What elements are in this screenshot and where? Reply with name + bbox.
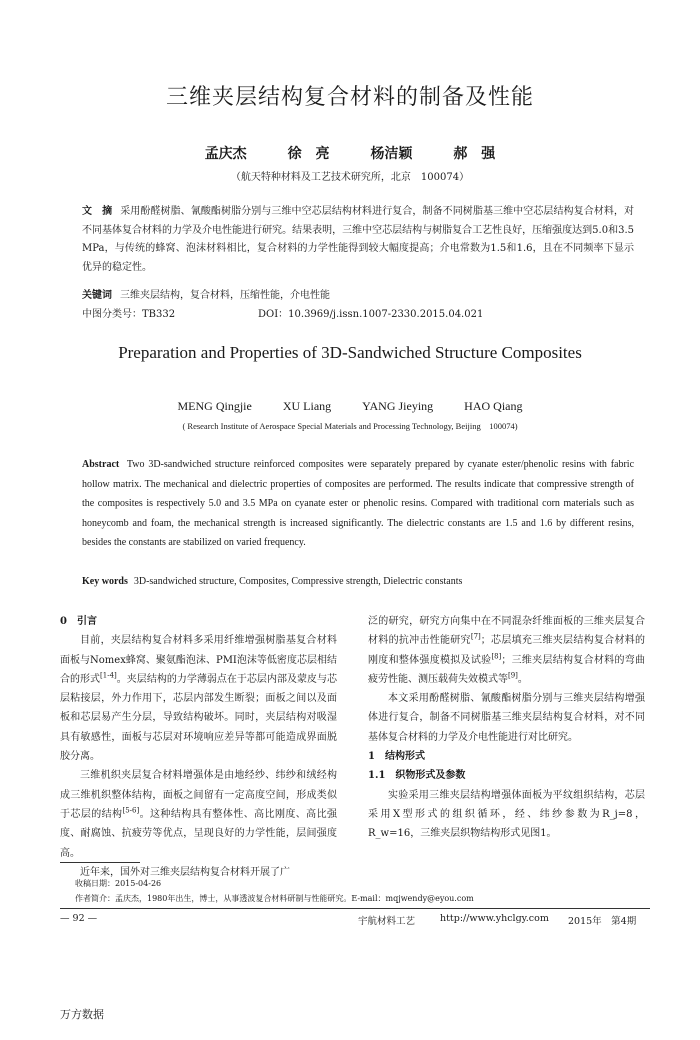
keywords-en: [82, 576, 462, 587]
paper-title-en: Preparation and Properties of 3D-Sandwiched Structure Composites: [118, 343, 582, 362]
author-en: MENG Qingjie: [177, 399, 252, 413]
paper-title-cn: 三维夹层结构复合材料的制备及性能: [165, 85, 534, 110]
author-en: YANG Jieying: [362, 399, 434, 413]
body-column-right: [368, 612, 645, 844]
author-cn: 徐 亮: [287, 146, 330, 162]
abstract-en: [82, 455, 634, 553]
author-cn: 杨洁颖: [370, 146, 413, 162]
affiliation-en: ( Research Institute of Aerospace Special Materials and Processing Technology, Beijing 100074): [182, 421, 518, 431]
abstract-cn-text: 采用酚醛树脂、氰酸酯树脂分别与三维中空芯层结构材料进行复合，制备不同树脂基三维中空芯层结构复合材料，对不同基体复合材料的力学及介电性能进行研究。结果表明，三维中空芯层结构与树脂复合工艺性良好，压缩强度达到5.0和3.5 MPa，与传统的蜂窝、泡沫材料相比，复合材料的力学性能得到较大幅度提高；介电常数为1.5和1.6，且在不同频率下显示优异的稳定性。: [82, 206, 635, 273]
keywords-cn: [82, 286, 330, 301]
body-paragraph: 三维机织夹层复合材料增强体是由地经纱、纬纱和绒经构成三维机织整体结构，面板之间留有一定高度空间，形成类似于芯层的结构[5-6]。这种结构具有整体性、高比刚度、高比强度、耐腐蚀、抗疲劳等优点，呈现良好的力学性能，层间强度高。: [60, 770, 338, 859]
author-en: XU Liang: [282, 399, 332, 413]
journal-url[interactable]: http://www.yhclgy.com: [440, 913, 549, 924]
footnote-received: 收稿日期：2015-04-26: [75, 879, 162, 888]
body-paragraph: 近年来，国外对三维夹层结构复合材料开展了广: [80, 866, 290, 878]
abstract-en-text: Two 3D-sandwiched structure reinforced composites were separately prepared by cyanate ester/phenolic resins with fabric hollow matrix. The mechanical and dielectric properties of composites are performed. The results indicate that compressive strength of the composites is respectively 5.0 and 3.5 MPa on cyanate ester or phenolic resins. Compared with traditional corn materials such as honeycomb and foam, the mechanical strength is increased significantly. The dielectric constants are 1.5 and 1.6 by different resins, besides the constants are stabilized on varied frequency.: [82, 459, 635, 548]
footer-rule: [60, 908, 650, 909]
body-column-left: [60, 612, 337, 882]
watermark: 万方数据: [60, 1008, 104, 1021]
journal-name: 宇航材料工艺: [358, 916, 416, 927]
keywords-cn-text: 三维夹层结构，复合材料，压缩性能，介电性能: [120, 290, 330, 301]
affiliation-cn: （航天特种材料及工艺技术研究所，北京 100074）: [230, 172, 470, 183]
abstract-cn: [82, 203, 634, 277]
body-paragraph: 本文采用酚醛树脂、氰酸酯树脂分别与三维夹层结构增强体进行复合，制备不同树脂基三维夹层结构复合材料，对不同基体复合材料的力学及介电性能进行对比研究。: [368, 693, 645, 743]
journal-issue: 2015年 第4期: [568, 916, 637, 927]
keywords-en-label: Key words: [82, 576, 128, 587]
page-number: — 92 —: [60, 913, 98, 924]
clc-number: 中图分类号：TB332: [82, 309, 176, 320]
citation[interactable]: [8]: [491, 652, 502, 661]
body-paragraph: 泛的研究，研究方向集中在不同混杂纤维面板的三维夹层复合材料的抗冲击性能研究[7]；芯层填充三维夹层结构复合材料的刚度和整体强度模拟及试验[8]；三维夹层结构复合材料的弯曲疲劳性能、测压载荷失效模式等[9]。: [368, 616, 646, 685]
section-heading: 1 结构形式: [368, 751, 425, 763]
footnote-rule: [60, 862, 140, 863]
abstract-en-label: Abstract: [82, 459, 120, 470]
author-cn: 孟庆杰: [204, 146, 247, 162]
section-heading: 0 引言: [60, 616, 97, 627]
keywords-cn-label: 关键词: [82, 290, 112, 301]
citation[interactable]: [9]: [508, 671, 518, 680]
body-paragraph: 实验采用三维夹层结构增强体面板为平纹组织结构，芯层采用X型形式的组织循环，经、纬纱参数为R_j=8，R_w=16，三维夹层织物结构形式见图1。: [368, 789, 645, 840]
subsection-heading: 1.1 织物形式及参数: [368, 770, 466, 782]
body-paragraph: 目前，夹层结构复合材料多采用纤维增强树脂基复合材料面板与Nomex蜂窝、聚氨酯泡沫、PMI泡沫等低密度芯层相结合的形式[1-4]。夹层结构的力学薄弱点在于芯层内部及蒙皮与芯层粘接层，外力作用下，芯层内部发生断裂；面板之间以及面板和芯层易产生分层，导致结构破坏。同时，夹层结构对吸湿具有敏感性，面板与芯层对环境响应差异等都可能造成界面脱胶分离。: [60, 635, 338, 763]
author-cn: 郝 强: [453, 146, 496, 162]
authors-cn: [0, 143, 700, 163]
citation[interactable]: [5-6]: [122, 806, 140, 815]
citation[interactable]: [7]: [470, 632, 481, 641]
author-en: HAO Qiang: [464, 399, 523, 413]
doi[interactable]: DOI：10.3969/j.issn.1007-2330.2015.04.021: [258, 309, 484, 320]
keywords-en-text: 3D-sandwiched structure, Composites, Compressive strength, Dielectric constants: [133, 576, 463, 587]
citation[interactable]: [1-4]: [100, 671, 117, 680]
abstract-cn-label: 文 摘: [82, 206, 113, 217]
footnote-author: 作者简介：孟庆杰，1980年出生，博士，从事透波复合材料研制与性能研究。E-mail：mqjwendy@eyou.com: [75, 894, 474, 903]
authors-en: [0, 399, 700, 414]
